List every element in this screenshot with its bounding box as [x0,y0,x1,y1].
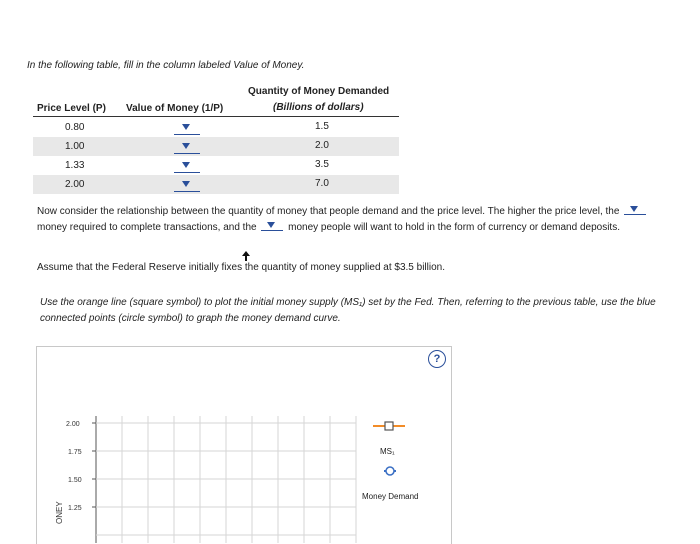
relationship-question [37,204,677,236]
value-of-money-dropdown[interactable] [174,158,200,173]
dropdown-arrow-icon [267,222,275,228]
higher-price-dropdown[interactable] [624,204,646,215]
value-of-money-dropdown[interactable] [174,139,200,154]
instructions-line-2: connected points (circle symbol) to graph the money demand curve. [40,313,341,324]
money-demand-legend-label: Money Demand [362,492,419,501]
table-row [33,118,399,137]
dropdown-arrow-icon [182,143,190,149]
fed-supply-text: Assume that the Federal Reserve initially fixes the quantity of money supplied at $3.5 billion. [37,262,445,273]
intro-text: In the following table, fill in the column labeled Value of Money. [27,60,305,71]
quantity-cell: 2.0 [315,140,329,151]
help-button[interactable]: ? [428,350,446,368]
header-price-level: Price Level (P) [37,103,106,114]
price-cell: 0.80 [65,122,85,133]
price-cell: 2.00 [65,179,85,190]
relationship-text-2: money [37,222,68,233]
y-tick-label: 1.75 [68,449,82,456]
ms1-legend-label: MS₁ [380,447,395,456]
relationship-text-4: money people will want to hold in the form of currency or demand deposits. [288,222,620,233]
header-quantity-demanded: Quantity of Money Demanded [248,86,390,97]
price-cell: 1.33 [65,160,85,171]
instructions-line-1: Use the orange line (square symbol) to plot the initial money supply (MS₁) set by the Fed. Then, referring to the previous table, use the blue [40,297,656,308]
ms1-legend-tool[interactable] [373,422,405,430]
money-held-dropdown[interactable] [261,220,283,231]
table-header-rule [33,116,399,117]
header-value-of-money: Value of Money (1/P) [126,103,224,114]
dropdown-arrow-icon [182,124,190,130]
table-row [33,156,399,175]
cursor-icon [241,251,253,265]
y-tick-label: 1.25 [68,505,82,512]
dropdown-arrow-icon [182,162,190,168]
dropdown-arrow-icon [182,181,190,187]
table-row [33,137,399,156]
dropdown-arrow-icon [630,206,638,212]
plot-grid [96,416,356,543]
relationship-text-1: Now consider the relationship between the quantity of money that people demand and the price level. The higher the price level, the [37,206,620,217]
price-cell: 1.00 [65,141,85,152]
graph-canvas[interactable] [36,346,450,543]
y-axis-label: ONEY [55,501,64,524]
money-demand-legend-tool[interactable] [384,467,396,475]
y-ticks [92,423,96,507]
y-tick-label: 2.00 [66,421,80,428]
header-quantity-units: (Billions of dollars) [273,102,364,113]
relationship-text-3: required to complete transactions, and the [69,222,257,233]
graph-instructions [40,295,680,327]
value-of-money-dropdown[interactable] [174,120,200,135]
y-tick-label: 1.50 [68,477,82,484]
quantity-cell: 7.0 [315,178,329,189]
value-of-money-dropdown[interactable] [174,177,200,192]
quantity-cell: 3.5 [315,159,329,170]
quantity-cell: 1.5 [315,121,329,132]
table-row [33,175,399,194]
